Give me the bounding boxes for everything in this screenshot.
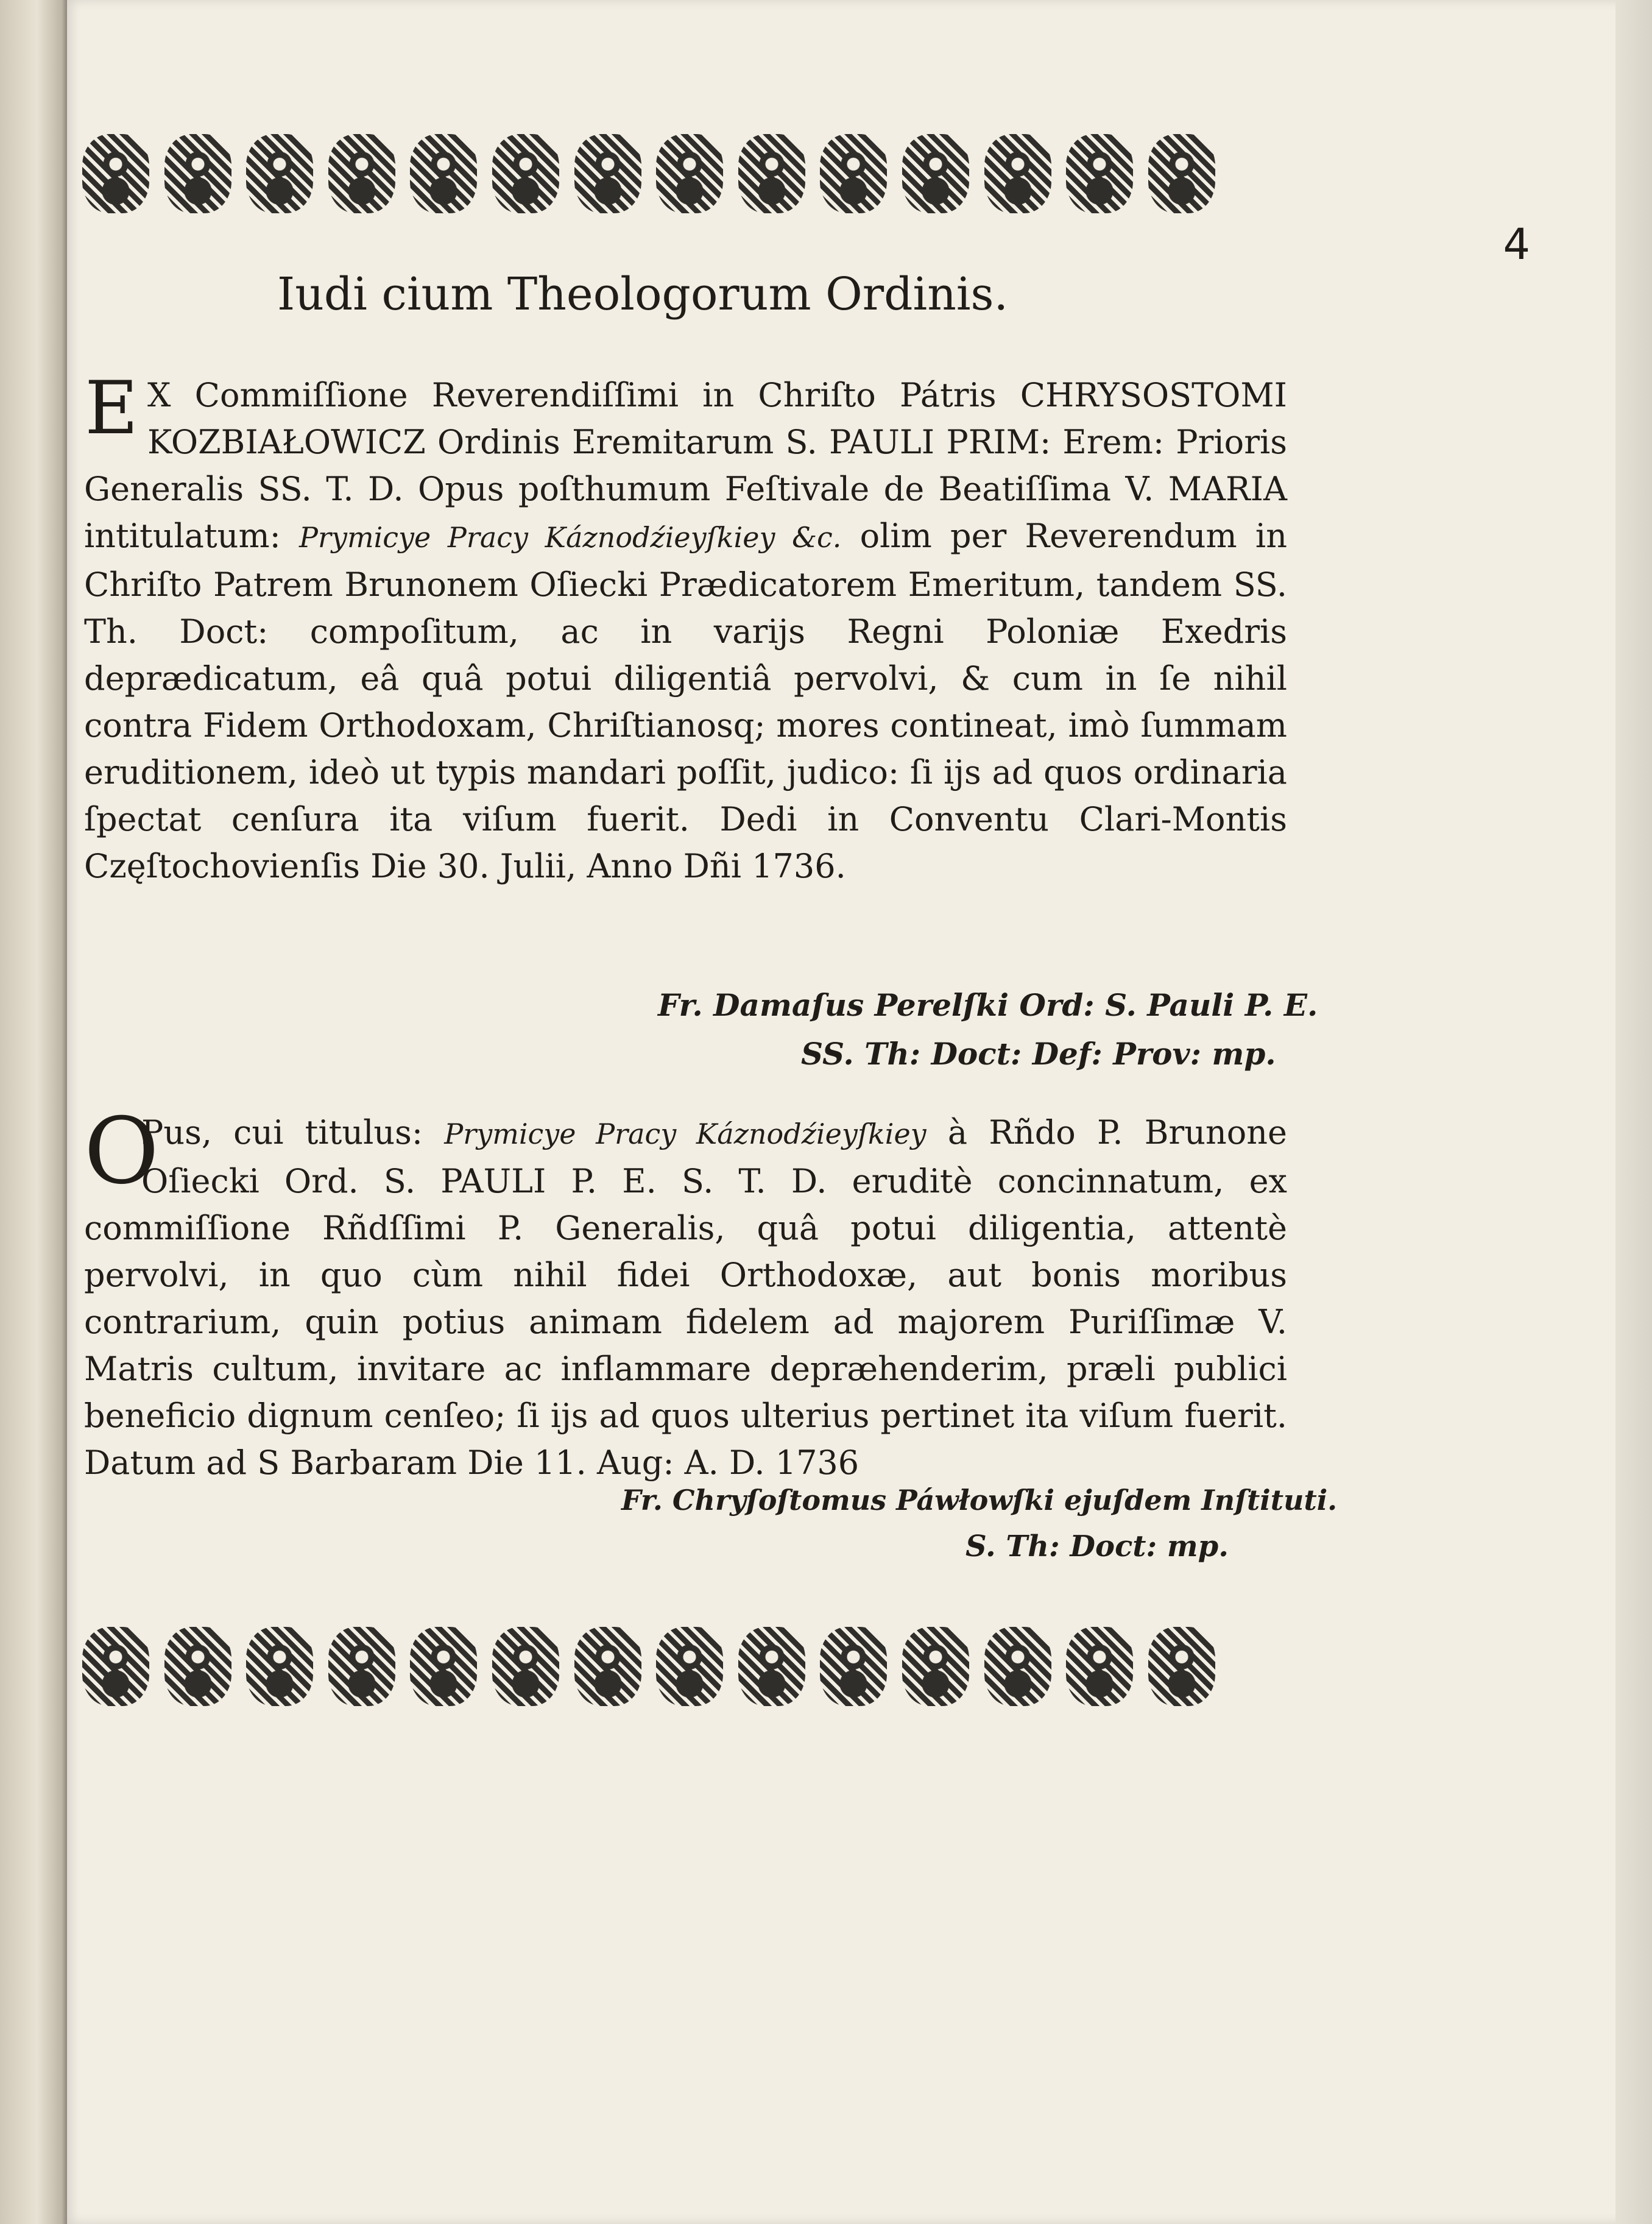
approbation-1-work-title: Prymicye Pracy Káznodźieyſkiey &c. (299, 521, 842, 554)
fleuron-icon (902, 1627, 969, 1706)
drop-cap: O (84, 1099, 159, 1205)
approbation-2-lead: Pus, cui titulus: (141, 1113, 423, 1152)
approbation-2-body: à Rñdo P. Brunone Oſiecki Ord. S. PAULI P. E. S. T. D. eruditè concinnatum, ex commiſſione Rñdſſimi P. Generalis, quâ potui diligentia, attentè pervolvi, in quo cùm nihil fidei Orthodoxæ, aut bonis moribus contrarium, quin potius animam fidelem ad majorem Puriſſimæ V. Matris cultum, invitare ac inflammare depræhenderim, præli publici beneficio dignum cenſeo; ſi ijs ad quos ulterius pertinet ita viſum fuerit. Datum ad S Barbaram Die 11. Aug: A. D. 1736 (84, 1113, 1288, 1482)
fleuron-icon (246, 134, 313, 213)
page-edge (1615, 0, 1652, 2224)
fleuron-icon (1148, 1627, 1215, 1706)
fleuron-icon (246, 1627, 313, 1706)
fleuron-icon (328, 134, 395, 213)
fleuron-icon (492, 134, 559, 213)
fleuron-icon (902, 134, 969, 213)
fleuron-icon (574, 1627, 641, 1706)
top-ornament-band (82, 128, 1215, 219)
approbation-2-text (84, 1099, 1288, 1486)
fleuron-icon (410, 134, 477, 213)
folio-number: 4 (1503, 219, 1530, 269)
approbation-2-work-title: Prymicye Pracy Káznodźieyſkiey (444, 1117, 927, 1150)
fleuron-icon (1066, 1627, 1133, 1706)
approbation-1-text (84, 366, 1287, 890)
fleuron-icon (738, 134, 805, 213)
fleuron-icon (1066, 134, 1133, 213)
approbation-2-signature-line-1: Fr. Chryſoſtomus Páwłowſki ejuſdem Inſtituti. (621, 1484, 1338, 1517)
fleuron-icon (82, 134, 149, 213)
fleuron-icon (164, 1627, 231, 1706)
page-title: Iudi cium Theologorum Ordinis. (277, 268, 1009, 320)
fleuron-icon (820, 134, 887, 213)
fleuron-icon (656, 134, 723, 213)
fleuron-icon (984, 134, 1051, 213)
book-spine (0, 0, 67, 2224)
fleuron-icon (574, 134, 641, 213)
fleuron-icon (164, 134, 231, 213)
approbation-2-signature-line-2: S. Th: Doct: mp. (965, 1529, 1229, 1564)
fleuron-icon (820, 1627, 887, 1706)
approbation-1-signature-line-2: SS. Th: Doct: Def: Prov: mp. (801, 1036, 1276, 1072)
fleuron-icon (738, 1627, 805, 1706)
fleuron-icon (328, 1627, 395, 1706)
fleuron-icon (1148, 134, 1215, 213)
fleuron-icon (82, 1627, 149, 1706)
drop-cap: E (85, 366, 138, 451)
approbation-1-body: olim per Reverendum in Chriſto Patrem Brunonem Oſiecki Prædicatorem Emeritum, tandem SS. Th. Doct: compoſitum, ac in varijs Regni Poloniæ Exedris deprædicatum, eâ quâ potui diligentiâ pervolvi, & cum in ſe nihil contra Fidem Orthodoxam, Chriſtianosq; mores contineat, imò ſummam eruditionem, ideò ut typis mandari poſſit, judico: ſi ijs ad quos ordinaria ſpectat cenſura ita viſum fuerit. Dedi in Conventu Clari-Montis Częſtochovienſis Die 30. Julii, Anno Dñi 1736. (84, 517, 1287, 885)
approbation-1-signature-line-1: Fr. Damaſus Perelſki Ord: S. Pauli P. E. (658, 987, 1318, 1023)
fleuron-icon (492, 1627, 559, 1706)
bottom-ornament-band (82, 1621, 1215, 1712)
fleuron-icon (984, 1627, 1051, 1706)
fleuron-icon (410, 1627, 477, 1706)
approbation-1-lead: X Commiſſione Reverendiſſimi in Chriſto Pátris CHRYSOSTOMI KOZBIAŁOWICZ Ordinis Eremitarum S. PAULI PRIM: Erem: Prioris Generalis SS. T. D. Opus poſthumum Feſtivale de Beatiſſima V. MARIA intitulatum: (84, 376, 1287, 555)
fleuron-icon (656, 1627, 723, 1706)
